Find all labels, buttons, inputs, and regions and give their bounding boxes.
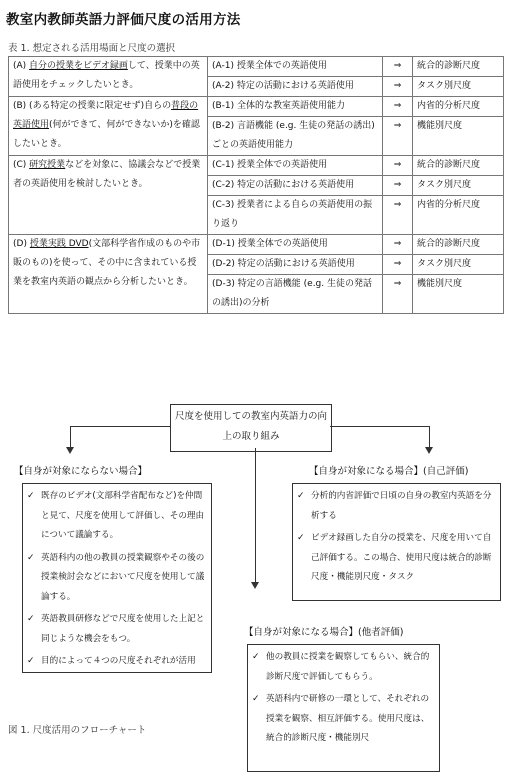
- scale-cell: 統合的診断尺度: [413, 156, 504, 176]
- scale-cell: 機能別尺度: [413, 275, 504, 314]
- connector-line: [429, 426, 430, 448]
- scenario-cell: [9, 57, 208, 97]
- page-title: 教室内教師英語力評価尺度の活用方法: [6, 12, 241, 28]
- arrow-icon: ⇒: [383, 176, 413, 196]
- left-heading: 【自身が対象にならない場合】: [14, 466, 148, 477]
- table-row: [9, 97, 504, 117]
- flow-top-box: [170, 404, 332, 452]
- activity-cell: (B-1) 全体的な教室英語使用能力: [208, 97, 383, 117]
- scenario-underlined-text: 自分の授業をビデオ録画: [29, 61, 128, 71]
- scenario-underlined-text: 普段の英語使用: [13, 101, 199, 130]
- scale-cell: 内省的分析尺度: [413, 196, 504, 235]
- bottom-heading: 【自身が対象になる場合】(他者評価): [244, 627, 404, 638]
- connector-line: [70, 426, 170, 427]
- arrow-icon: ⇒: [383, 196, 413, 235]
- table-row: [9, 235, 504, 255]
- list-item: ✓ 目的によって４つの尺度それぞれが活用: [23, 652, 209, 672]
- figure-caption: 図 1. 尺度活用のフローチャート: [8, 725, 147, 736]
- activity-cell: (C-2) 特定の活動における英語使用: [208, 176, 383, 196]
- scenario-text: などを対象に、協議会などで授業者の英語使用を検討したいとき。: [13, 160, 201, 189]
- scenario-text: (A): [13, 61, 30, 71]
- table-row: [9, 57, 504, 77]
- arrow-icon: ⇒: [383, 77, 413, 97]
- scenario-text: して、授業中の英語使用をチェックしたいとき。: [13, 61, 200, 90]
- arrow-icon: ⇒: [383, 235, 413, 255]
- scale-cell: 内省的分析尺度: [413, 97, 504, 117]
- activity-cell: (C-3) 授業者による自らの英語使用の振り返り: [208, 196, 383, 235]
- right-box: [292, 483, 501, 601]
- scale-cell: 統合的診断尺度: [413, 57, 504, 77]
- list-item: ✓ 分析的内省評価で日頃の自身の教室内英語を分析する: [293, 487, 498, 526]
- connector-line: [255, 448, 256, 583]
- arrow-icon: ⇒: [383, 156, 413, 176]
- list-item: ✓ 既存のビデオ(文部科学省配布など)を仲間と見て、尺度を使用して評価し、その理由について議論する。: [23, 487, 209, 546]
- arrow-head-icon: [66, 447, 74, 454]
- scale-cell: タスク別尺度: [413, 255, 504, 275]
- activity-cell: (D-1) 授業全体での英語使用: [208, 235, 383, 255]
- arrow-icon: ⇒: [383, 117, 413, 156]
- scale-cell: 機能別尺度: [413, 117, 504, 156]
- scenario-text: (D): [13, 239, 30, 249]
- activity-cell: (D-3) 特定の言語機能 (e.g. 生徒の発話の誘出)の分析: [208, 275, 383, 314]
- scenario-cell: [9, 97, 208, 156]
- scenario-text: (C): [13, 160, 30, 170]
- scenario-underlined-text: 授業実践 DVD: [29, 239, 89, 249]
- activity-cell: (D-2) 特定の活動における英語使用: [208, 255, 383, 275]
- scenario-text: (B) (ある特定の授業に限定せず)自らの: [13, 101, 172, 111]
- arrow-icon: ⇒: [383, 275, 413, 314]
- activity-cell: (B-2) 言語機能 (e.g. 生徒の発話の誘出)ごとの英語使用能力: [208, 117, 383, 156]
- activity-cell: (C-1) 授業全体での英語使用: [208, 156, 383, 176]
- arrow-icon: ⇒: [383, 255, 413, 275]
- scenario-text: (何ができて、何ができないか)を確認したいとき。: [13, 120, 200, 149]
- table-caption: 表 1. 想定される活用場面と尺度の選択: [8, 43, 176, 54]
- arrow-icon: ⇒: [383, 57, 413, 77]
- list-item: ✓ 他の教員に授業を観察してもらい、統合的診断尺度で評価してもらう。: [248, 648, 437, 687]
- list-item: ✓ 英語科内で研修の一環として、それぞれの授業を観察、相互評価する。使用尺度は、統合的診断尺度・機能別尺: [248, 690, 437, 749]
- scale-cell: 統合的診断尺度: [413, 235, 504, 255]
- list-item: ✓ 英語科内の他の教員の授業観察やその後の授業検討会などにおいて尺度を使用して議論する。: [23, 549, 209, 608]
- bottom-box: [247, 644, 440, 772]
- scale-cell: タスク別尺度: [413, 176, 504, 196]
- scenario-underlined-text: 研究授業: [29, 160, 66, 170]
- list-item: ✓ 英語教員研修などで尺度を使用した上記と同じような機会をもつ。: [23, 610, 209, 649]
- scale-cell: タスク別尺度: [413, 77, 504, 97]
- table-row: [9, 156, 504, 176]
- arrow-head-icon: [425, 447, 433, 454]
- connector-line: [70, 426, 71, 448]
- left-box: [22, 483, 212, 673]
- scenario-cell: [9, 235, 208, 314]
- scenario-text: (文部科学省作成のものや市販のもの)を使って、その中に含まれている授業を教室内英語の観点から分析したいとき。: [13, 239, 201, 287]
- scenario-cell: [9, 156, 208, 235]
- connector-line: [330, 426, 429, 427]
- list-item: ✓ ビデオ録画した自分の授業を、尺度を用いて自己評価する。この場合、使用尺度は統合的診断尺度・機能別尺度・タスク: [293, 529, 498, 588]
- arrow-icon: ⇒: [383, 97, 413, 117]
- usage-table: [8, 56, 504, 314]
- activity-cell: (A-1) 授業全体での英語使用: [208, 57, 383, 77]
- activity-cell: (A-2) 特定の活動における英語使用: [208, 77, 383, 97]
- arrow-head-icon: [251, 582, 259, 589]
- flow-top-text: 尺度を使用しての教室内英語力の向上の取り組み: [174, 411, 327, 442]
- right-heading: 【自身が対象になる場合】(自己評価): [309, 466, 469, 477]
